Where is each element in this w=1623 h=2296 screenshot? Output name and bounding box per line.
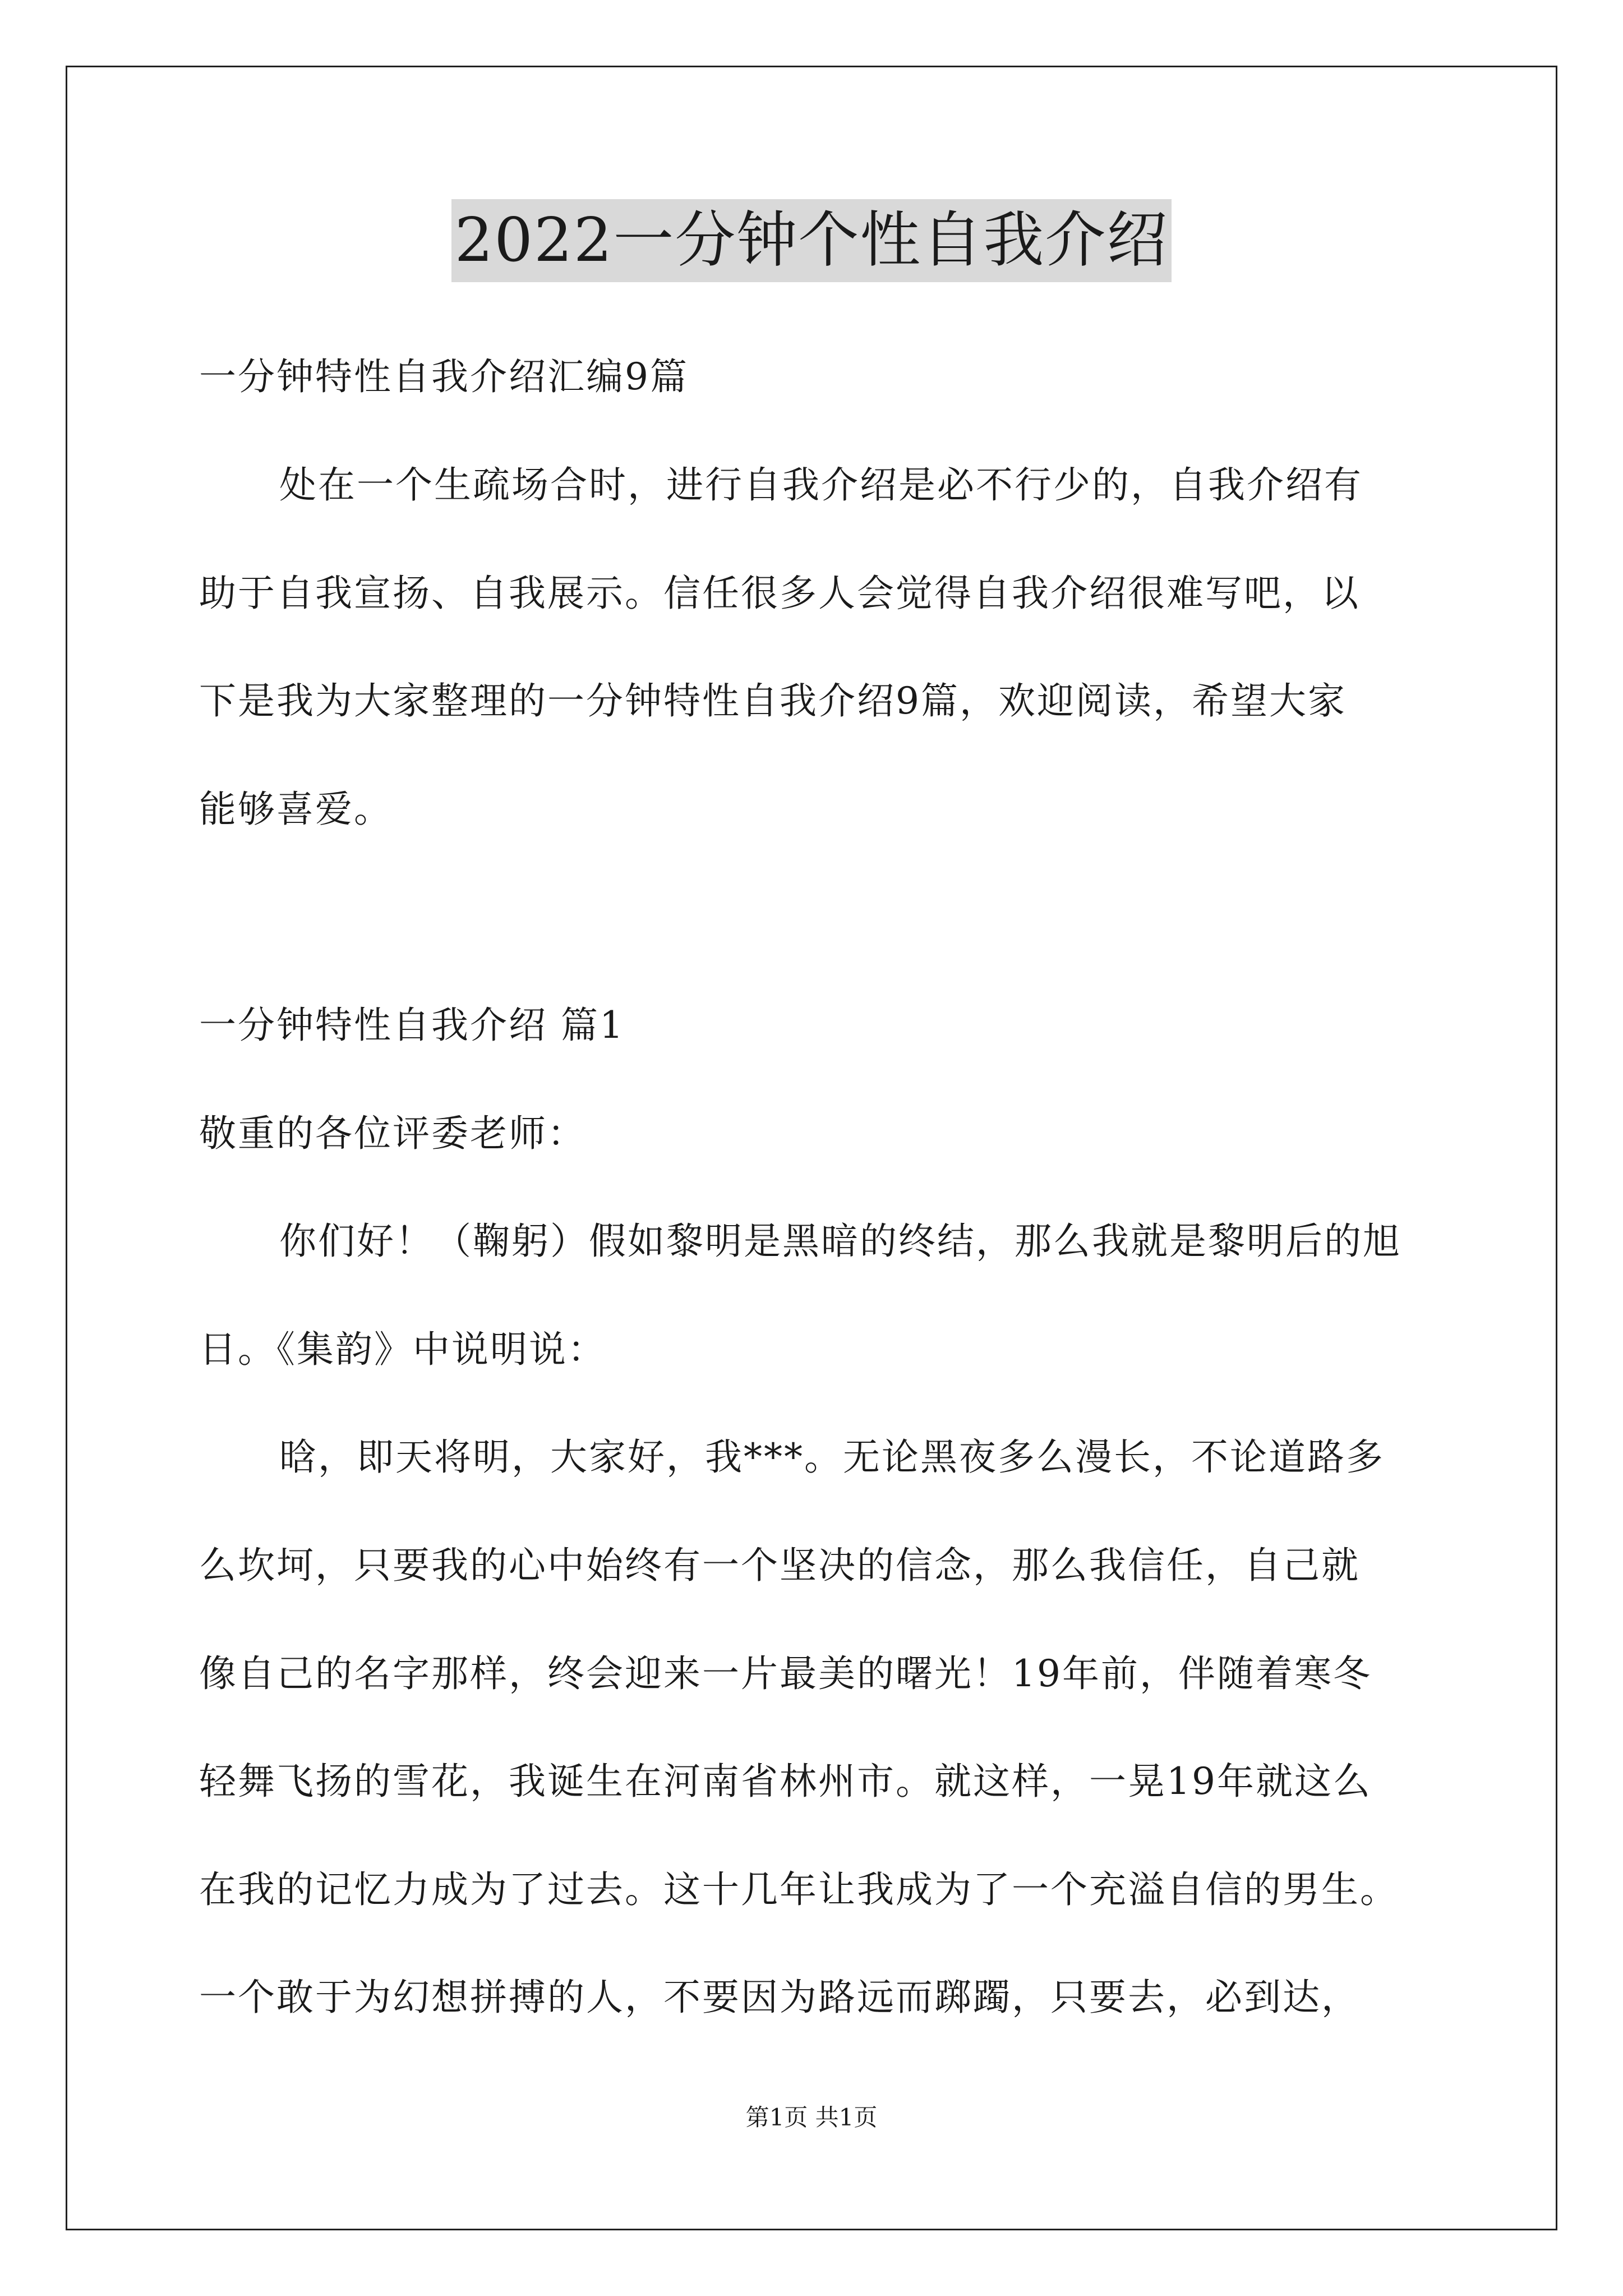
body-line: 你们好！（鞠躬）假如黎明是黑暗的终结，那么我就是黎明后的旭 — [279, 1220, 1401, 1263]
title-container — [0, 199, 1623, 282]
body-line: 晗，即天将明，大家好，我***。无论黑夜多么漫长，不论道路多 — [279, 1435, 1385, 1479]
intro-line: 能够喜爱。 — [199, 788, 393, 831]
intro-line: 处在一个生疏场合时，进行自我介绍是必不行少的，自我介绍有 — [279, 463, 1363, 507]
body-line: 轻舞飞扬的雪花，我诞生在河南省林州市。就这样，一晃19年就这么 — [199, 1760, 1372, 1803]
document-subtitle: 一分钟特性自我介绍汇编9篇 — [199, 355, 689, 398]
body-line: 在我的记忆力成为了过去。这十几年让我成为了一个充溢自信的男生。 — [199, 1868, 1399, 1911]
section-heading: 一分钟特性自我介绍 篇1 — [199, 1004, 625, 1047]
page-footer: 第1页 共1页 — [745, 2104, 878, 2131]
intro-line: 下是我为大家整理的一分钟特性自我介绍9篇，欢迎阅读，希望大家 — [199, 679, 1347, 723]
body-line: 一个敢于为幻想拼搏的人，不要因为路远而踯躅，只要去，必到达， — [199, 1976, 1360, 2019]
body-line: 日。《集韵》中说明说： — [199, 1328, 606, 1371]
body-line: 么坎坷，只要我的心中始终有一个坚决的信念，那么我信任，自己就 — [199, 1544, 1360, 1587]
body-line: 像自己的名字那样，终会迎来一片最美的曙光！19年前，伴随着寒冬 — [199, 1652, 1372, 1695]
salutation: 敬重的各位评委老师： — [199, 1112, 586, 1155]
document-title: 2022一分钟个性自我介绍 — [451, 199, 1172, 282]
intro-line: 助于自我宣扬、自我展示。信任很多人会觉得自我介绍很难写吧，以 — [199, 572, 1360, 615]
